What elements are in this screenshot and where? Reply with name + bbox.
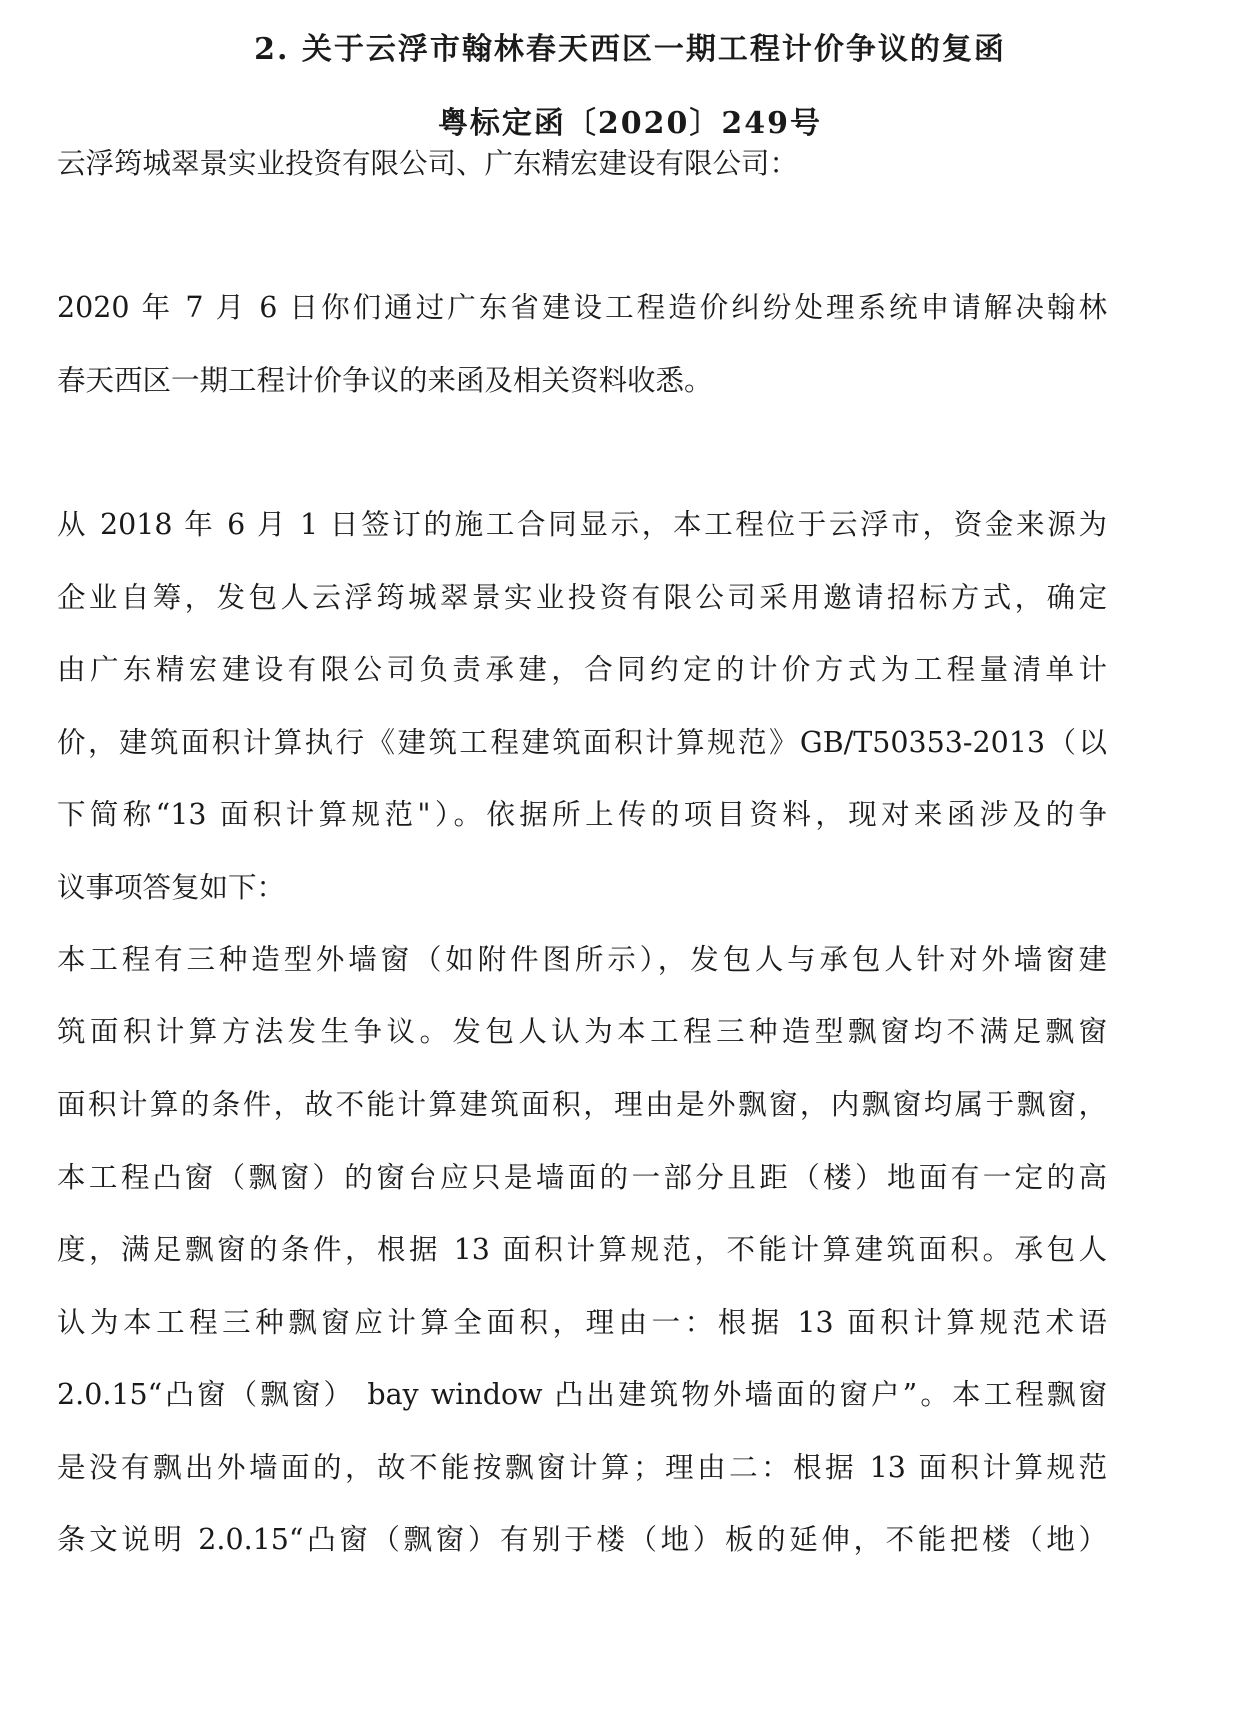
paragraph-2-line: 议事项答复如下： xyxy=(57,871,286,904)
document-title: 2. 关于云浮市翰林春天西区一期工程计价争议的复函 xyxy=(254,32,1006,67)
document-number: 粤标定函〔2020〕249号 xyxy=(437,106,823,141)
paragraph-3-line: 面积计算的条件，故不能计算建筑面积，理由是外飘窗，内飘窗均属于飘窗， xyxy=(57,1088,1107,1121)
paragraph-2-line: 由广东精宏建设有限公司负责承建，合同约定的计价方式为工程量清单计 xyxy=(57,653,1107,686)
paragraph-3-line: 本工程有三种造型外墙窗（如附件图所示），发包人与承包人针对外墙窗建 xyxy=(57,943,1107,976)
paragraph-2-line: 从 2018 年 6 月 1 日签订的施工合同显示，本工程位于云浮市，资金来源为 xyxy=(57,508,1107,541)
paragraph-3-line: 度，满足飘窗的条件，根据 13 面积计算规范，不能计算建筑面积。承包人 xyxy=(57,1233,1107,1266)
paragraph-3-line: 本工程凸窗（飘窗）的窗台应只是墙面的一部分且距（楼）地面有一定的高 xyxy=(57,1161,1107,1194)
paragraph-3-line: 筑面积计算方法发生争议。发包人认为本工程三种造型飘窗均不满足飘窗 xyxy=(57,1015,1107,1048)
paragraph-3-line: 条文说明 2.0.15“凸窗（飘窗）有别于楼（地）板的延伸，不能把楼（地） xyxy=(57,1523,1107,1556)
paragraph-3-line: 是没有飘出外墙面的，故不能按飘窗计算；理由二：根据 13 面积计算规范 xyxy=(57,1451,1107,1484)
paragraph-1-line: 2020 年 7 月 6 日你们通过广东省建设工程造价纠纷处理系统申请解决翰林 xyxy=(57,291,1107,324)
paragraph-1-line: 春天西区一期工程计价争议的来函及相关资料收悉。 xyxy=(57,364,713,397)
paragraph-3-line: 认为本工程三种飘窗应计算全面积，理由一：根据 13 面积计算规范术语 xyxy=(57,1306,1107,1339)
addressee: 云浮筠城翠景实业投资有限公司、广东精宏建设有限公司： xyxy=(57,147,799,180)
paragraph-2-line: 企业自筹，发包人云浮筠城翠景实业投资有限公司采用邀请招标方式，确定 xyxy=(57,581,1107,614)
paragraph-2-line: 下简称“13 面积计算规范"）。依据所上传的项目资料，现对来函涉及的争 xyxy=(57,798,1107,831)
paragraph-2-line: 价，建筑面积计算执行《建筑工程建筑面积计算规范》GB/T50353-2013（以 xyxy=(57,726,1107,759)
paragraph-3-line: 2.0.15“凸窗（飘窗） bay window 凸出建筑物外墙面的窗户”。本工程飘窗 xyxy=(57,1378,1107,1411)
